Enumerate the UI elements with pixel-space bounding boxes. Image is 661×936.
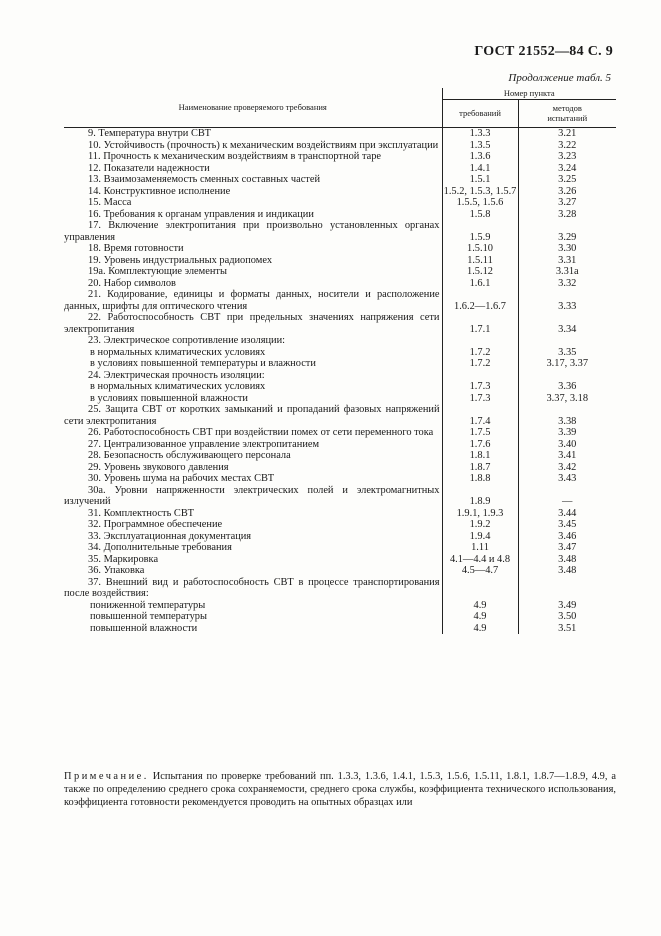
requirement-text: Дополнительные требования xyxy=(103,542,232,553)
method-clause: 3.46 xyxy=(558,530,577,542)
method-clause: 3.43 xyxy=(558,473,577,484)
method-clause: 3.31 xyxy=(558,254,577,266)
requirement-clause: 1.5.1 xyxy=(442,174,518,186)
row-number: 18. xyxy=(88,243,101,254)
requirement-text: Уровни напряженности электрических полей и электромагнитных излучений xyxy=(64,484,440,507)
row-number: 19. xyxy=(88,254,101,266)
method-clause: — xyxy=(562,496,573,507)
row-number: 16. xyxy=(88,208,101,220)
requirement-clause: 1.5.8 xyxy=(442,209,518,221)
row-number: 27. xyxy=(88,438,101,450)
requirement-clause: 1.7.5 xyxy=(442,427,518,439)
requirement-name xyxy=(64,611,442,623)
requirement-name xyxy=(64,519,442,531)
row-number: 35. xyxy=(88,553,101,565)
requirement-clause: 1.3.5 xyxy=(442,140,518,152)
table-row xyxy=(64,623,616,635)
requirement-text: в условиях повышенной температуры и влажности xyxy=(90,358,316,369)
requirement-clause: 1.7.2 xyxy=(442,358,518,370)
requirement-text: Работоспособность СВТ при воздействии помех от сети переменного тока xyxy=(103,427,434,438)
requirement-clause: 1.7.1 xyxy=(442,312,518,335)
requirement-clause: 1.7.6 xyxy=(442,439,518,451)
table-row xyxy=(64,289,616,312)
method-clause: 3.30 xyxy=(558,243,577,254)
method-clause: 3.51 xyxy=(558,622,577,634)
requirement-text: Электрическая прочность изоляции: xyxy=(103,369,265,381)
requirement-clause: 1.5.2, 1.5.3, 1.5.7 xyxy=(443,185,517,197)
requirement-clause xyxy=(442,370,518,382)
requirement-text: в нормальных климатических условиях xyxy=(90,346,266,358)
requirement-name xyxy=(64,335,442,347)
requirement-text: Взаимозаменяемость сменных составных частей xyxy=(103,174,321,185)
requirement-text: Температура внутри СВТ xyxy=(98,128,212,139)
requirement-clause: 4.9 xyxy=(442,600,518,612)
col-header-group: Номер пункта xyxy=(442,88,616,100)
requirement-clause: 4.1—4.4 и 4.8 xyxy=(442,554,518,566)
requirement-name xyxy=(64,508,442,520)
method-clause: 3.22 xyxy=(558,139,577,151)
row-number: 32. xyxy=(88,519,101,530)
table-row xyxy=(64,531,616,543)
requirement-clause: 1.5.5, 1.5.6 xyxy=(442,197,518,209)
requirement-text: Время готовности xyxy=(103,243,184,254)
requirement-name xyxy=(64,278,442,290)
requirement-name xyxy=(64,220,442,243)
requirement-clause: 1.8.1 xyxy=(442,450,518,462)
row-number: 24. xyxy=(88,369,101,381)
table-row xyxy=(64,197,616,209)
table-row xyxy=(64,577,616,600)
method-clause: 3.35 xyxy=(558,346,577,358)
table-row xyxy=(64,462,616,474)
table-row xyxy=(64,519,616,531)
requirement-text: Уровень шума на рабочих местах СВТ xyxy=(103,473,275,484)
method-clause: 3.44 xyxy=(558,507,577,519)
requirement-name xyxy=(64,255,442,267)
method-clause xyxy=(518,577,616,600)
requirement-name xyxy=(64,531,442,543)
requirement-clause: 1.9.4 xyxy=(442,531,518,543)
table-row xyxy=(64,439,616,451)
requirement-clause: 1.7.3 xyxy=(442,381,518,393)
requirement-name xyxy=(64,174,442,186)
requirement-name xyxy=(64,577,442,600)
table-row xyxy=(64,611,616,623)
row-number: 31. xyxy=(88,507,101,519)
requirement-clause: 4.9 xyxy=(442,623,518,635)
row-number: 13. xyxy=(88,174,101,185)
requirement-text: Уровень индустриальных радиопомех xyxy=(103,254,273,266)
method-clause: 3.33 xyxy=(558,300,577,312)
requirement-name xyxy=(64,289,442,312)
col-header-methods-line1: методов xyxy=(552,103,582,113)
requirement-clause: 1.5.10 xyxy=(442,243,518,255)
requirement-text: Маркировка xyxy=(103,553,159,565)
row-number: 36. xyxy=(88,565,101,576)
requirement-clause: 1.9.2 xyxy=(442,519,518,531)
table-row xyxy=(64,128,616,140)
col-header-name: Наименование проверяемого требования xyxy=(64,88,442,128)
row-number: 34. xyxy=(88,542,101,553)
requirement-name xyxy=(64,186,442,198)
requirement-clause: 1.8.7 xyxy=(442,462,518,474)
row-number: 30а. xyxy=(88,484,106,496)
table-row xyxy=(64,358,616,370)
requirement-text: Комплектность СВТ xyxy=(103,507,194,519)
method-clause: 3.39 xyxy=(558,427,577,438)
row-number: 15. xyxy=(88,197,101,208)
table-row xyxy=(64,140,616,152)
row-number: 10. xyxy=(88,139,101,151)
row-number: 23. xyxy=(88,335,101,346)
method-clause xyxy=(518,370,616,382)
requirement-name xyxy=(64,393,442,405)
method-clause: 3.40 xyxy=(558,438,577,450)
requirement-name xyxy=(64,600,442,612)
method-clause: 3.23 xyxy=(558,151,577,162)
row-number: 9. xyxy=(88,128,96,139)
requirement-text: в условиях повышенной влажности xyxy=(90,392,248,404)
requirement-clause: 1.6.2—1.6.7 xyxy=(442,289,518,312)
row-number: 17. xyxy=(88,220,101,231)
table-row xyxy=(64,427,616,439)
footnote-label: Примечание. xyxy=(64,771,149,782)
requirement-name xyxy=(64,140,442,152)
row-number: 12. xyxy=(88,162,101,174)
requirement-text: Электрическое сопротивление изоляции: xyxy=(103,335,286,346)
method-clause: 3.26 xyxy=(558,185,577,197)
requirement-name xyxy=(64,151,442,163)
table-row xyxy=(64,542,616,554)
method-clause: 3.37, 3.18 xyxy=(546,392,589,404)
row-number: 30. xyxy=(88,473,101,484)
requirement-clause: 1.7.4 xyxy=(442,404,518,427)
requirement-text: Масса xyxy=(103,197,132,208)
requirement-name xyxy=(64,312,442,335)
requirement-text: повышенной температуры xyxy=(90,611,207,622)
requirement-name xyxy=(64,358,442,370)
method-clause: 3.41 xyxy=(558,450,577,461)
requirement-name xyxy=(64,404,442,427)
requirement-name xyxy=(64,347,442,359)
method-clause: 3.42 xyxy=(558,461,577,473)
requirement-name xyxy=(64,565,442,577)
row-number: 11. xyxy=(88,151,101,162)
method-clause: 3.47 xyxy=(558,542,577,553)
table-row xyxy=(64,186,616,198)
requirement-name xyxy=(64,427,442,439)
method-clause: 3.38 xyxy=(558,415,577,427)
method-clause xyxy=(518,335,616,347)
method-clause: 3.29 xyxy=(558,231,577,243)
requirement-name xyxy=(64,623,442,635)
requirement-clause: 4.9 xyxy=(442,611,518,623)
requirement-text: Защита СВТ от коротких замыканий и пропаданий фазовых напряжений сети электропитания xyxy=(64,404,440,427)
table-row xyxy=(64,554,616,566)
requirement-text: Упаковка xyxy=(103,565,145,576)
table-row xyxy=(64,243,616,255)
method-clause: 3.27 xyxy=(558,197,577,208)
requirement-clause xyxy=(442,577,518,600)
requirement-clause: 1.3.3 xyxy=(442,128,518,140)
requirement-name xyxy=(64,554,442,566)
requirement-text: Внешний вид и работоспособность СВТ в процессе транспортирования после воздействия: xyxy=(64,576,440,599)
requirement-text: Безопасность обслуживающего персонала xyxy=(103,450,291,461)
table-row xyxy=(64,209,616,221)
requirement-name xyxy=(64,473,442,485)
table-continuation-label: Продолжение табл. 5 xyxy=(508,72,611,84)
table-row xyxy=(64,393,616,405)
footnote-text: Испытания по проверке требований пп. 1.3.3, 1.3.6, 1.4.1, 1.5.3, 1.5.6, 1.5.11, 1.8.1, 1.8.7—1.8.9, 4.9, а также по определению среднего срока сохраняемости, среднего срока службы, коэффициента технического использования, коэффициента готовности рекомендуется проводить на опытных образцах или xyxy=(64,771,616,808)
requirement-clause: 1.4.1 xyxy=(442,163,518,175)
requirement-text: Набор символов xyxy=(103,277,176,289)
table-row xyxy=(64,163,616,175)
table-row xyxy=(64,485,616,508)
requirement-text: повышенной влажности xyxy=(90,622,198,634)
requirement-name xyxy=(64,163,442,175)
requirement-text: Работоспособность СВТ при предельных значениях напряжения сети электропитания xyxy=(64,312,440,335)
method-clause: 3.24 xyxy=(558,162,577,174)
footnote xyxy=(64,770,616,809)
page-header-code: ГОСТ 21552—84 С. 9 xyxy=(474,44,613,59)
table-row xyxy=(64,347,616,359)
row-number: 20. xyxy=(88,277,101,289)
row-number: 33. xyxy=(88,530,101,542)
table-row xyxy=(64,600,616,612)
requirement-name xyxy=(64,485,442,508)
row-number: 19а. xyxy=(88,266,106,277)
method-clause: 3.50 xyxy=(558,611,577,622)
method-clause: 3.48 xyxy=(558,553,577,565)
method-clause: 3.25 xyxy=(558,174,577,185)
table-row xyxy=(64,174,616,186)
row-number: 29. xyxy=(88,461,101,473)
requirement-clause: 1.8.9 xyxy=(442,485,518,508)
requirement-name xyxy=(64,128,442,140)
table-row xyxy=(64,255,616,267)
table-row xyxy=(64,151,616,163)
requirement-text: Программное обеспечение xyxy=(103,519,223,530)
method-clause: 3.28 xyxy=(558,208,577,220)
requirement-text: Включение электропитания при произвольно установленных органах управления xyxy=(64,220,440,243)
requirement-text: пониженной температуры xyxy=(90,599,206,611)
table-row xyxy=(64,335,616,347)
requirement-name xyxy=(64,370,442,382)
table-row xyxy=(64,404,616,427)
requirement-name xyxy=(64,542,442,554)
requirement-clause: 1.11 xyxy=(442,542,518,554)
requirement-text: Централизованное управление электропитанием xyxy=(103,438,320,450)
row-number: 26. xyxy=(88,427,101,438)
table-row xyxy=(64,278,616,290)
table-row xyxy=(64,266,616,278)
requirement-text: Комплектующие элементы xyxy=(108,266,227,277)
requirement-clause: 1.8.8 xyxy=(442,473,518,485)
table-row xyxy=(64,473,616,485)
method-clause: 3.21 xyxy=(558,128,577,139)
requirement-name xyxy=(64,243,442,255)
col-header-methods xyxy=(518,100,616,128)
method-clause: 3.36 xyxy=(558,381,577,392)
table-body xyxy=(64,128,616,635)
table-row xyxy=(64,381,616,393)
table-row xyxy=(64,450,616,462)
requirements-table xyxy=(64,88,616,634)
requirement-text: Прочность к механическим воздействиям в транспортной таре xyxy=(103,151,382,162)
requirement-name xyxy=(64,381,442,393)
table-row xyxy=(64,508,616,520)
table-row xyxy=(64,565,616,577)
requirement-text: в нормальных климатических условиях xyxy=(90,381,266,392)
method-clause: 3.17, 3.37 xyxy=(546,358,589,369)
method-clause: 3.49 xyxy=(558,599,577,611)
requirement-text: Кодирование, единицы и форматы данных, носители и расположение данных, шрифты для оптического чтения xyxy=(64,289,440,312)
requirement-name xyxy=(64,439,442,451)
method-clause: 3.31а xyxy=(555,266,579,277)
requirement-clause: 1.5.12 xyxy=(442,266,518,278)
row-number: 25. xyxy=(88,404,101,415)
requirement-clause: 1.3.6 xyxy=(442,151,518,163)
requirement-name xyxy=(64,197,442,209)
method-clause: 3.45 xyxy=(558,519,577,530)
requirement-text: Эксплуатационная документация xyxy=(103,530,252,542)
row-number: 14. xyxy=(88,185,101,197)
requirement-clause: 1.5.9 xyxy=(442,220,518,243)
col-header-requirements: требований xyxy=(442,100,518,128)
requirement-clause: 1.7.2 xyxy=(442,347,518,359)
requirement-clause: 1.6.1 xyxy=(442,278,518,290)
method-clause: 3.34 xyxy=(558,323,577,335)
table-row xyxy=(64,312,616,335)
requirement-clause: 4.5—4.7 xyxy=(442,565,518,577)
requirement-text: Показатели надежности xyxy=(103,162,210,174)
col-header-methods-line2: испытаний xyxy=(547,112,588,123)
method-clause: 3.32 xyxy=(558,277,577,289)
row-number: 28. xyxy=(88,450,101,461)
requirement-name xyxy=(64,450,442,462)
requirement-text: Требования к органам управления и индикации xyxy=(103,208,314,220)
method-clause: 3.48 xyxy=(558,565,577,576)
table-row xyxy=(64,220,616,243)
requirement-clause: 1.7.3 xyxy=(442,393,518,405)
requirement-name xyxy=(64,266,442,278)
row-number: 21. xyxy=(88,289,101,300)
requirement-text: Уровень звукового давления xyxy=(103,461,229,473)
requirement-clause xyxy=(442,335,518,347)
row-number: 37. xyxy=(88,576,101,588)
requirement-name xyxy=(64,209,442,221)
row-number: 22. xyxy=(88,312,101,323)
requirement-text: Устойчивость (прочность) к механическим воздействиям при эксплуатации xyxy=(103,139,439,151)
requirement-clause: 1.5.11 xyxy=(442,255,518,267)
requirement-text: Конструктивное исполнение xyxy=(103,185,231,197)
requirement-clause: 1.9.1, 1.9.3 xyxy=(442,508,518,520)
requirement-name xyxy=(64,462,442,474)
table-row xyxy=(64,370,616,382)
